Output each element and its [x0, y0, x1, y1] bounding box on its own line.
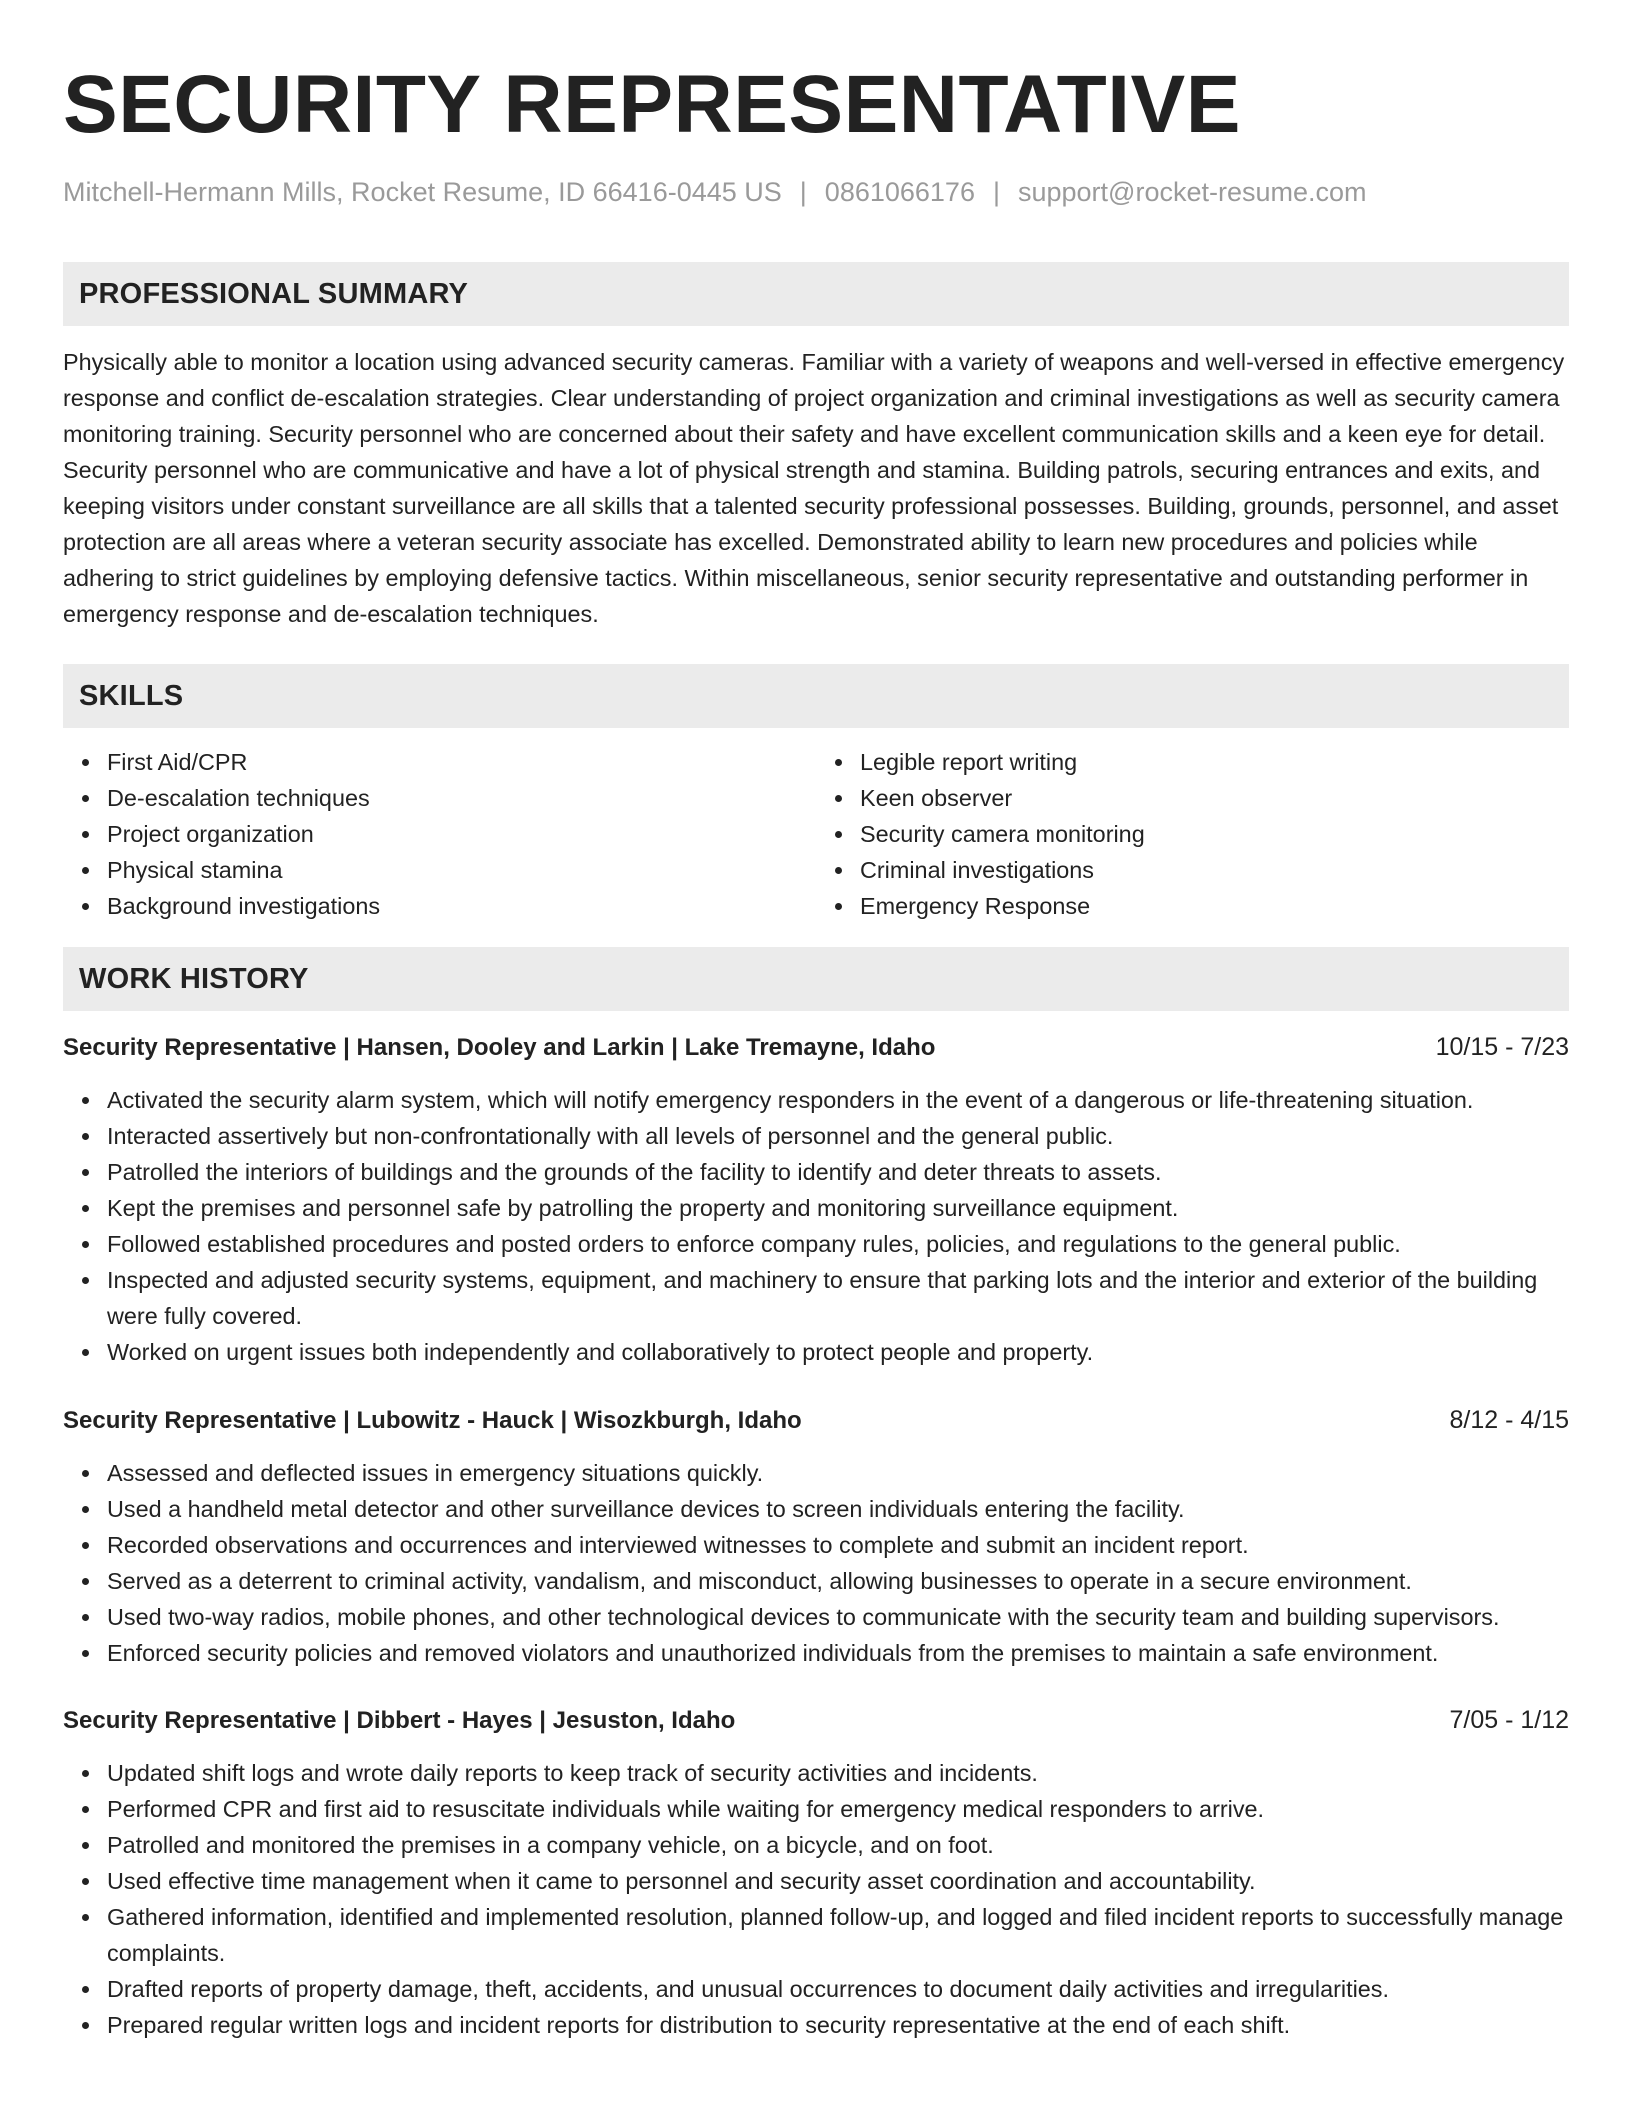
job-bullet: Patrolled the interiors of buildings and the grounds of the facility to identify and deter threats to assets. [107, 1154, 1569, 1190]
job-entry [63, 1402, 1569, 1671]
contact-address: Mitchell-Hermann Mills, Rocket Resume, ID 66416-0445 US [63, 177, 782, 207]
skill-item: Legible report writing [860, 744, 1569, 780]
skill-item: Emergency Response [860, 888, 1569, 924]
job-bullet: Followed established procedures and posted orders to enforce company rules, policies, and regulations to the general public. [107, 1226, 1569, 1262]
job-bullet: Drafted reports of property damage, theft, accidents, and unusual occurrences to document daily activities and irregularities. [107, 1971, 1569, 2007]
job-bullet: Kept the premises and personnel safe by patrolling the property and monitoring surveillance equipment. [107, 1190, 1569, 1226]
job-bullet: Performed CPR and first aid to resuscitate individuals while waiting for emergency medical responders to arrive. [107, 1791, 1569, 1827]
job-bullets [63, 1755, 1569, 2043]
section-header-summary: PROFESSIONAL SUMMARY [63, 262, 1569, 326]
job-bullets [63, 1455, 1569, 1671]
job-bullet: Served as a deterrent to criminal activity, vandalism, and misconduct, allowing businesses to operate in a secure environment. [107, 1563, 1569, 1599]
job-entry [63, 1702, 1569, 2043]
skill-item: Keen observer [860, 780, 1569, 816]
job-dates: 10/15 - 7/23 [1435, 1033, 1569, 1062]
job-bullet: Worked on urgent issues both independently and collaboratively to protect people and property. [107, 1334, 1569, 1370]
job-bullets [63, 1082, 1569, 1370]
contact-separator: | [992, 177, 1000, 207]
job-dates: 7/05 - 1/12 [1449, 1706, 1569, 1735]
resume-name: SECURITY REPRESENTATIVE [63, 59, 1241, 150]
skill-item: Background investigations [107, 888, 816, 924]
contact-separator: | [799, 177, 807, 207]
skill-item: First Aid/CPR [107, 744, 816, 780]
skills-list [63, 744, 1569, 924]
job-entry [63, 1029, 1569, 1370]
job-heading: Security Representative | Hansen, Dooley and Larkin | Lake Tremayne, Idaho [63, 1034, 936, 1062]
job-heading-row [63, 1029, 1569, 1066]
contact-phone: 0861066176 [824, 177, 975, 207]
job-bullet: Prepared regular written logs and incident reports for distribution to security representative at the end of each shift. [107, 2007, 1569, 2043]
skill-item: Project organization [107, 816, 816, 852]
job-bullet: Recorded observations and occurrences and interviewed witnesses to complete and submit an incident report. [107, 1527, 1569, 1563]
contact-line [63, 176, 1569, 208]
job-bullet: Activated the security alarm system, which will notify emergency responders in the event of a dangerous or life-threatening situation. [107, 1082, 1569, 1118]
job-heading: Security Representative | Lubowitz - Hauck | Wisozkburgh, Idaho [63, 1407, 802, 1435]
skills-column-right [816, 744, 1569, 924]
job-dates: 8/12 - 4/15 [1449, 1406, 1569, 1435]
skill-item: Security camera monitoring [860, 816, 1569, 852]
job-heading-row [63, 1402, 1569, 1439]
skill-item: Criminal investigations [860, 852, 1569, 888]
contact-email: support@rocket-resume.com [1017, 177, 1367, 207]
section-header-work-history: WORK HISTORY [63, 947, 1569, 1011]
skill-item: De-escalation techniques [107, 780, 816, 816]
job-bullet: Used two-way radios, mobile phones, and other technological devices to communicate with the security team and building supervisors. [107, 1599, 1569, 1635]
summary-text: Physically able to monitor a location using advanced security cameras. Familiar with a variety of weapons and well-versed in effective emergency response and conflict de-escalation strategies. Clear understanding of project organization and criminal investigations as well as security camera monitoring training. Security personnel who are concerned about their safety and have excellent communication skills and a keen eye for detail. Security personnel who are communicative and have a lot of physical strength and stamina. Building patrols, securing entrances and exits, and keeping visitors under constant surveillance are all skills that a talented security professional possesses. Building, grounds, personnel, and asset protection are all areas where a veteran security associate has excelled. Demonstrated ability to learn new procedures and policies while adhering to strict guidelines by employing defensive tactics. Within miscellaneous, senior security representative and outstanding performer in emergency response and de-escalation techniques. [63, 349, 1565, 628]
job-bullet: Used a handheld metal detector and other surveillance devices to screen individuals entering the facility. [107, 1491, 1569, 1527]
job-bullet: Gathered information, identified and implemented resolution, planned follow-up, and logged and filed incident reports to successfully manage complaints. [107, 1899, 1569, 1971]
job-bullet: Enforced security policies and removed violators and unauthorized individuals from the premises to maintain a safe environment. [107, 1635, 1569, 1671]
job-bullet: Used effective time management when it came to personnel and security asset coordination and accountability. [107, 1863, 1569, 1899]
job-heading: Security Representative | Dibbert - Hayes | Jesuston, Idaho [63, 1707, 736, 1735]
job-bullet: Updated shift logs and wrote daily reports to keep track of security activities and incidents. [107, 1755, 1569, 1791]
job-bullet: Assessed and deflected issues in emergency situations quickly. [107, 1455, 1569, 1491]
job-bullet: Inspected and adjusted security systems, equipment, and machinery to ensure that parking lots and the interior and exterior of the building were fully covered. [107, 1262, 1569, 1334]
skills-column-left [63, 744, 816, 924]
job-heading-row [63, 1702, 1569, 1739]
job-bullet: Interacted assertively but non-confrontationally with all levels of personnel and the general public. [107, 1118, 1569, 1154]
section-header-skills: SKILLS [63, 664, 1569, 728]
skill-item: Physical stamina [107, 852, 816, 888]
job-bullet: Patrolled and monitored the premises in a company vehicle, on a bicycle, and on foot. [107, 1827, 1569, 1863]
